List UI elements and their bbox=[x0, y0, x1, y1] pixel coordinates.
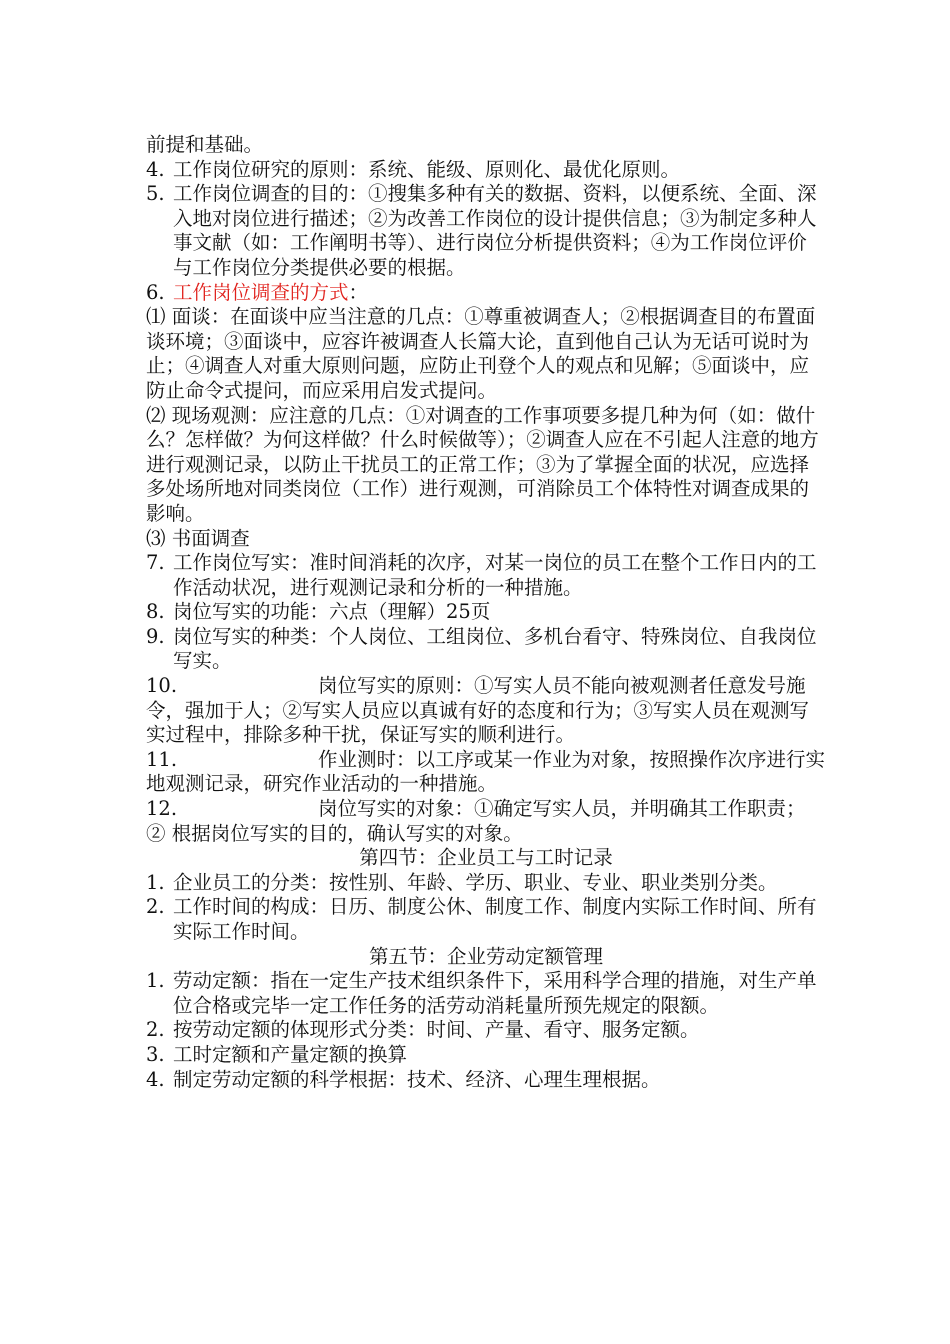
list-number: 6. bbox=[146, 280, 165, 304]
list-number: 11. bbox=[146, 747, 178, 771]
paragraph: 前提和基础。 bbox=[146, 133, 264, 156]
list-number: 1. bbox=[146, 969, 165, 993]
list-item bbox=[146, 281, 826, 306]
list-number: 5. bbox=[146, 182, 165, 206]
list-item bbox=[146, 182, 826, 280]
list-item bbox=[146, 1018, 826, 1043]
list-text: 岗位写实的原则：①写实人员不能向被观测者任意发号施令，强加于人；②写实人员应以真诚有好的态度和行为；③写实人员在观测写实过程中，排除多种干扰，保证写实的顺利进行。 bbox=[146, 674, 810, 747]
paragraph bbox=[146, 797, 826, 822]
list-text: 制定劳动定额的科学根据：技术、经济、心理生理根据。 bbox=[173, 1067, 661, 1091]
list-number: 8. bbox=[146, 600, 165, 624]
list-item bbox=[146, 625, 826, 674]
list-number: 9. bbox=[146, 624, 165, 648]
list-text: 岗位写实的功能：六点（理解）25页 bbox=[173, 600, 491, 624]
list-text: 岗位写实的种类：个人岗位、工组岗位、多机台看守、特殊岗位、自我岗位写实。 bbox=[173, 624, 817, 673]
list-item bbox=[146, 158, 826, 183]
list-number: 4. bbox=[146, 157, 165, 181]
list-number: 7. bbox=[146, 551, 165, 575]
list-text: 工作岗位调查的目的：①搜集多种有关的数据、资料，以便系统、全面、深入地对岗位进行描述；②为改善工作岗位的设计提供信息；③为制定多种人事文献（如：工作阐明书等）、进行岗位分析提供资料；④为工作岗位评价与工作岗位分类提供必要的根据。 bbox=[173, 182, 817, 279]
list-text: 工时定额和产量定额的换算 bbox=[173, 1042, 408, 1066]
list-number: 1. bbox=[146, 870, 165, 894]
list-number: 10. bbox=[146, 674, 178, 698]
list-number: 12. bbox=[146, 797, 178, 821]
list-text: 按劳动定额的体现形式分类：时间、产量、看守、服务定额。 bbox=[173, 1018, 700, 1042]
section-heading: 第四节：企业员工与工时记录 bbox=[359, 846, 613, 870]
list-item bbox=[146, 1043, 826, 1068]
list-item bbox=[146, 969, 826, 1018]
paragraph bbox=[146, 748, 826, 797]
paragraph bbox=[146, 674, 826, 748]
list-item bbox=[146, 1068, 826, 1093]
list-item bbox=[146, 551, 826, 600]
list-number: 4. bbox=[146, 1067, 165, 1091]
list-item bbox=[146, 600, 826, 625]
list-text: ： bbox=[348, 280, 369, 304]
section-heading: 第五节：企业劳动定额管理 bbox=[368, 944, 603, 968]
list-text: 作业测时：以工序或某一作业为对象，按照操作次序进行实地观测记录，研究作业活动的一种措施。 bbox=[146, 747, 826, 796]
paragraph: ⑶ 书面调查 bbox=[146, 526, 250, 550]
list-text: 劳动定额：指在一定生产技术组织条件下，采用科学合理的措施，对生产单位合格或完毕一定工作任务的活劳动消耗量所预先规定的限额。 bbox=[173, 969, 817, 1017]
list-text: 企业员工的分类：按性别、年龄、学历、职业、专业、职业类别分类。 bbox=[173, 870, 778, 894]
list-text: 工作岗位研究的原则：系统、能级、原则化、最优化原则。 bbox=[173, 157, 681, 181]
paragraph: ⑴ 面谈：在面谈中应当注意的几点：①尊重被调查人；②根据调查目的布置面谈环境；③面谈中，应容许被调查人长篇大论，直到他自己认为无话可说时为止；④调查人对重大原则问题，应防止刊登个人的观点和见解；⑤面谈中，应防止命令式提问，而应采用启发式提问。 bbox=[146, 305, 816, 402]
list-text: 岗位写实的对象：①确定写实人员，并明确其工作职责； bbox=[318, 797, 806, 821]
list-text: 工作岗位写实：准时间消耗的次序，对某一岗位的员工在整个工作日内的工作活动状况，进行观测记录和分析的一种措施。 bbox=[173, 551, 817, 599]
list-number: 2. bbox=[146, 1018, 165, 1042]
list-text: 工作时间的构成：日历、制度公休、制度工作、制度内实际工作时间、所有实际工作时间。 bbox=[173, 895, 817, 943]
document-page bbox=[146, 133, 826, 1092]
list-number: 2. bbox=[146, 895, 165, 919]
highlighted-heading: 工作岗位调查的方式 bbox=[173, 280, 349, 304]
list-number: 3. bbox=[146, 1042, 165, 1066]
paragraph: ② 根据岗位写实的目的，确认写实的对象。 bbox=[146, 821, 523, 845]
paragraph: ⑵ 现场观测：应注意的几点：①对调查的工作事项要多提几种为何（如：做什么？怎样做？为何这样做？什么时候做等）；②调查人应在不引起人注意的地方进行观测记录，以防止干扰员工的正常工作；③为了掌握全面的状况，应选择多处场所地对同类岗位（工作）进行观测，可消除员工个体特性对调查成果的影响。 bbox=[146, 403, 819, 525]
list-item bbox=[146, 895, 826, 944]
list-item bbox=[146, 871, 826, 896]
